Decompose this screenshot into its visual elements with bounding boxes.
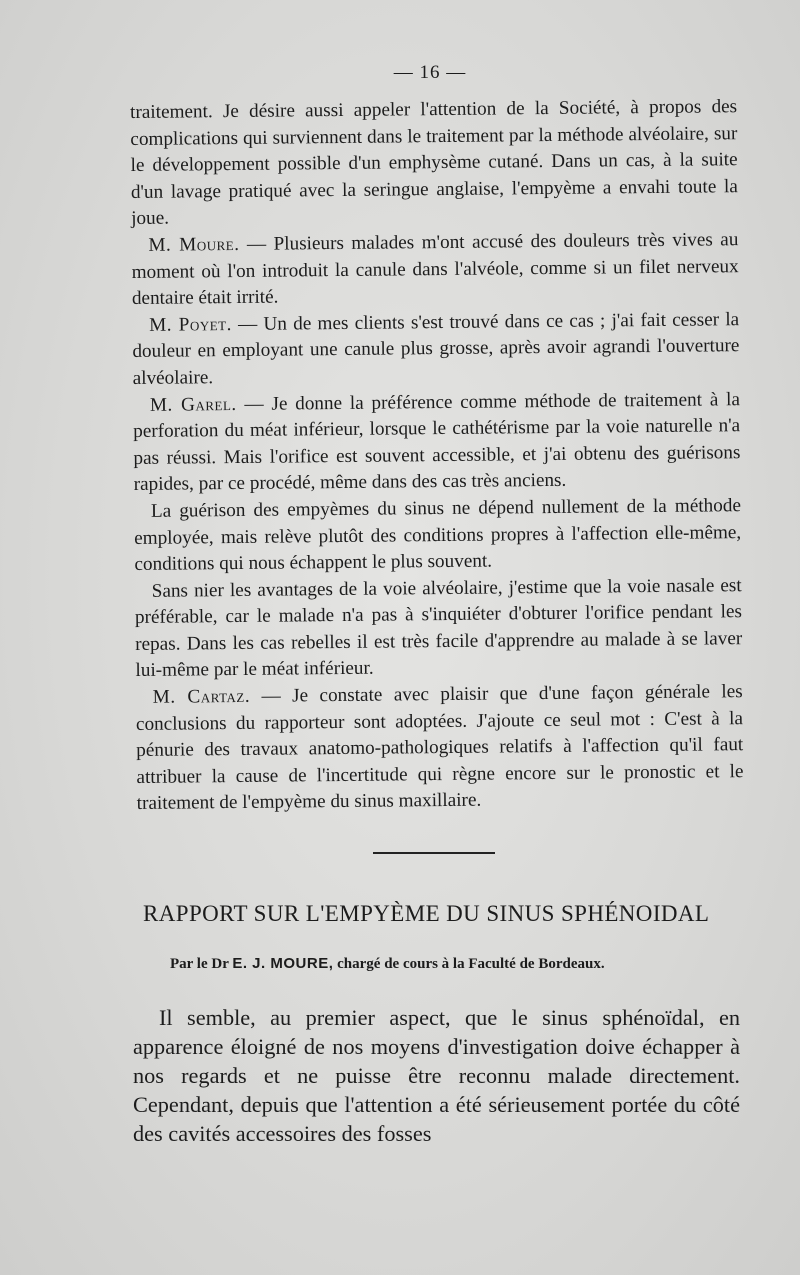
paragraph: traitement. Je désire aussi appeler l'attention de la Société, à propos des complications qui surviennent dans le traitement par la méthode alvéolaire, sur le développement possible d'un emphysème cutané. Dans un cas, à la suite d'un lavage pratiqué avec la seringue anglaise, l'empyème a envahi toute la joue. xyxy=(130,96,738,230)
speaker-name: M. Cartaz. xyxy=(152,685,251,708)
paragraph: Il semble, au premier aspect, que le sinus sphénoïdal, en apparence éloigné de nos moyens d'investigation doive échapper à nos regards et ne puisse être reconnu malade directement. Cependant, depuis que l'attention a été sérieusement portée du côté des cavités accessoires des fosses xyxy=(133,1005,740,1146)
paragraph: M. Poyet. — Un de mes clients s'est trouvé dans ce cas ; j'ai fait cesser la douleur en employant une canule plus grosse, après avoir agrandi l'ouverture alvéolaire. xyxy=(132,308,740,389)
paragraph: M. Cartaz. — Je constate avec plaisir que d'une façon générale les conclusions du rapporteur sont adoptées. J'ajoute ce seul mot : C'est à la pénurie des travaux anatomo-pathologiques relatifs à l'affection qu'il faut attribuer la cause de l'incertitude qui règne encore sur le pronostic et le traitement de l'empyème du sinus maxillaire. xyxy=(135,681,744,815)
paragraph: Sans nier les avantages de la voie alvéolaire, j'estime que la voie nasale est préférable, car le malade n'a pas à s'inquiéter d'obturer l'orifice pendant les repas. Dans les cas rebelles il est très facile d'apprendre au malade à se laver lui-même par le méat inférieur. xyxy=(134,574,743,682)
paragraph: M. Garel. — Je donne la préférence comme méthode de traitement à la perforation du méat inférieur, lorsque le cathétérisme par la voie naturelle n'a pas réussi. Mais l'orifice est souvent accessible, et j'ai obtenu des guérisons rapides, par ce procédé, même dans des cas très anciens. xyxy=(133,388,741,496)
report-text xyxy=(133,1003,740,1148)
byline-prefix: Par le Dr xyxy=(170,956,229,972)
speaker-name: M. Poyet. xyxy=(149,313,232,336)
byline-affiliation: chargé de cours à la Faculté de Bordeaux. xyxy=(337,956,605,972)
speaker-name: M. Moure. xyxy=(148,233,240,256)
byline xyxy=(170,955,730,973)
paragraph: La guérison des empyèmes du sinus ne dépend nullement de la méthode employée, mais relève plutôt des conditions propres à l'affection elle-même, conditions qui nous échappent le plus souvent. xyxy=(134,495,742,576)
speaker-name: M. Garel. xyxy=(149,393,237,416)
section-divider xyxy=(373,852,495,854)
paragraph: M. Moure. — Plusieurs malades m'ont accusé des douleurs très vives au moment où l'on introduit la canule dans l'alvéole, comme si un filet nerveux dentaire était irrité. xyxy=(131,229,739,310)
page-number: — 16 — xyxy=(393,62,467,83)
section-title: RAPPORT SUR L'EMPYÈME DU SINUS SPHÉNOIDAL xyxy=(143,901,710,926)
author-name: E. J. MOURE, xyxy=(232,955,334,972)
discussion-text xyxy=(130,94,744,818)
